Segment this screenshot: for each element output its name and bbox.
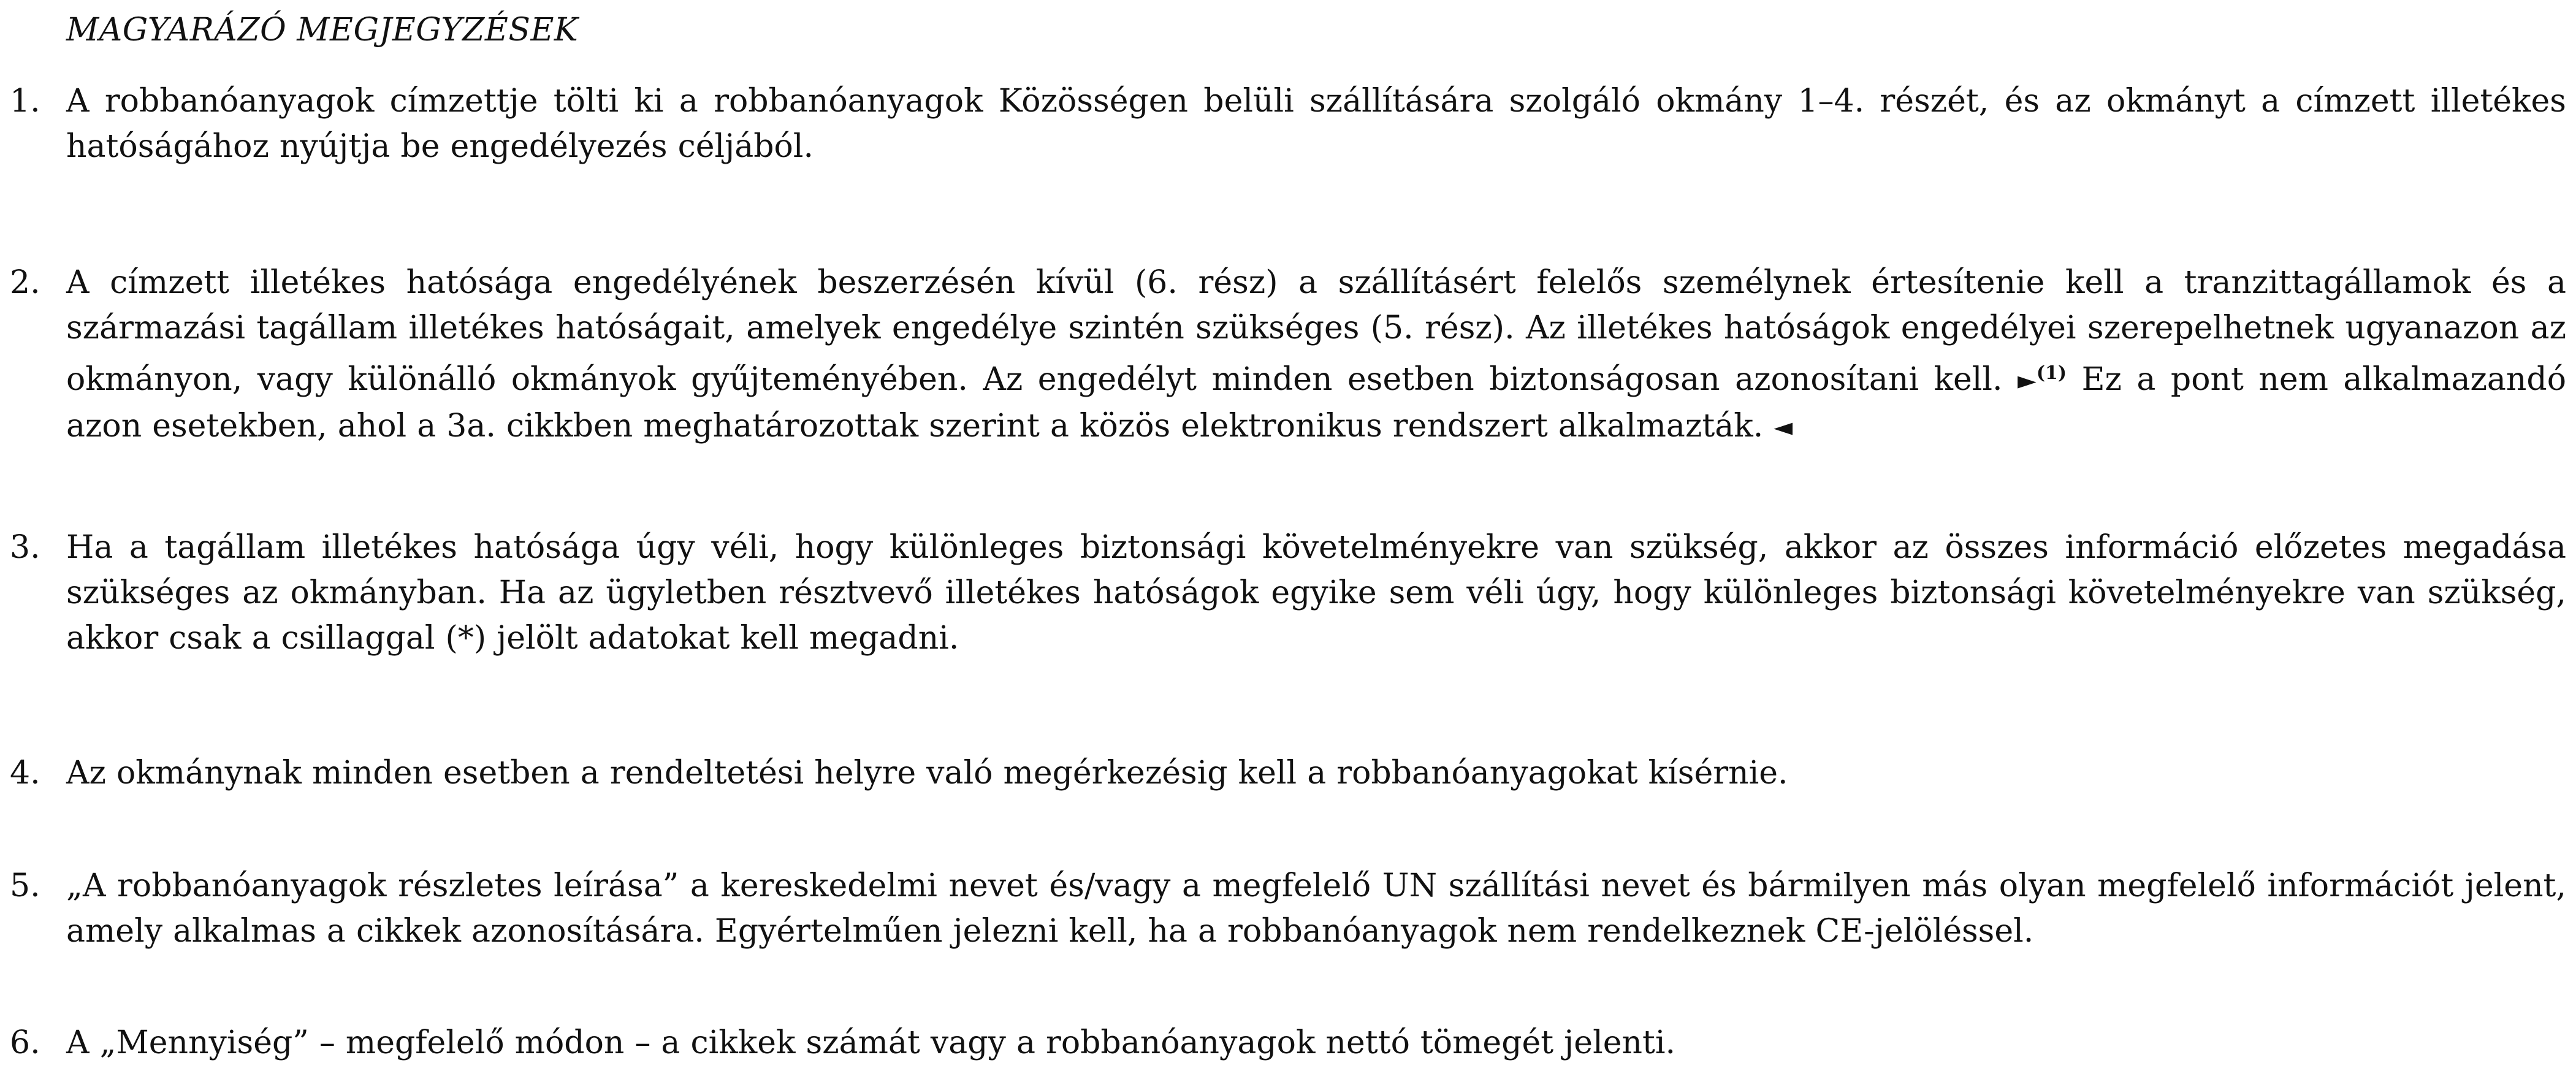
note-text: Az okmánynak minden esetben a rendeltetési helyre való megérkezésig kell a robbanóanyagokat kísérnie. — [66, 755, 1788, 791]
note-number: 5. — [10, 867, 40, 904]
note-number: 3. — [10, 529, 40, 566]
document-heading: MAGYARÁZÓ MEGJEGYZÉSEK — [66, 12, 579, 48]
note-text-with-amendment — [66, 260, 2566, 450]
note-number: 2. — [10, 264, 40, 301]
amendment-start-marker: ► — [2018, 367, 2037, 395]
note-text: „A robbanóanyagok részletes leírása” a kereskedelmi nevet és/vagy a megfelelő UN szállítási nevet és bármilyen más olyan megfelelő információt jelent, amely alkalmas a cikkek azonosítására. Egyértelműen jelezni kell, ha a robbanóanyagok nem rendelkeznek CE-jelöléssel. — [66, 867, 2566, 950]
note-text: Ha a tagállam illetékes hatósága úgy véli, hogy különleges biztonsági követelményekre van szükség, akkor az összes információ előzetes megadása szükséges az okmányban. Ha az ügyletben résztvevő illetékes hatóságok egyike sem véli úgy, hogy különleges biztonsági követelményekre van szükség, akkor csak a csillaggal (*) jelölt adatokat kell megadni. — [66, 529, 2566, 657]
note-text: A „Mennyiség” – megfelelő módon – a cikkek számát vagy a robbanóanyagok nettó tömegét jelenti. — [66, 1024, 1676, 1061]
note-number: 1. — [10, 83, 40, 120]
note-number: 6. — [10, 1024, 40, 1061]
amendment-text: Ez a pont nem alkalmazandó azon esetekben, ahol a 3a. cikkben meghatározottak szerint a közös elektronikus rendszert alkalmazták. — [66, 361, 2567, 444]
amendment-end-marker: ◄ — [1774, 413, 1793, 441]
note-number: 4. — [10, 755, 40, 791]
note-text: A robbanóanyagok címzettje tölti ki a robbanóanyagok Közösségen belüli szállítására szolgáló okmány 1–4. részét, és az okmányt a címzett illetékes hatóságához nyújtja be engedélyezés céljából. — [66, 83, 2566, 165]
amendment-reference: (1) — [2036, 362, 2067, 384]
note-text: A címzett illetékes hatósága engedélyének beszerzésén kívül (6. rész) a szállításért felelős személynek értesítenie kell a tranzittagállamok és a származási tagállam illetékes hatóságait, amelyek engedélye szintén szükséges (5. rész). Az illetékes hatóságok engedélyei szerepelhetnek ugyanazon az okmányon, vagy különálló okmányok gyűjteményében. Az engedélyt minden esetben biztonságosan azonosítani kell. — [66, 264, 2566, 398]
